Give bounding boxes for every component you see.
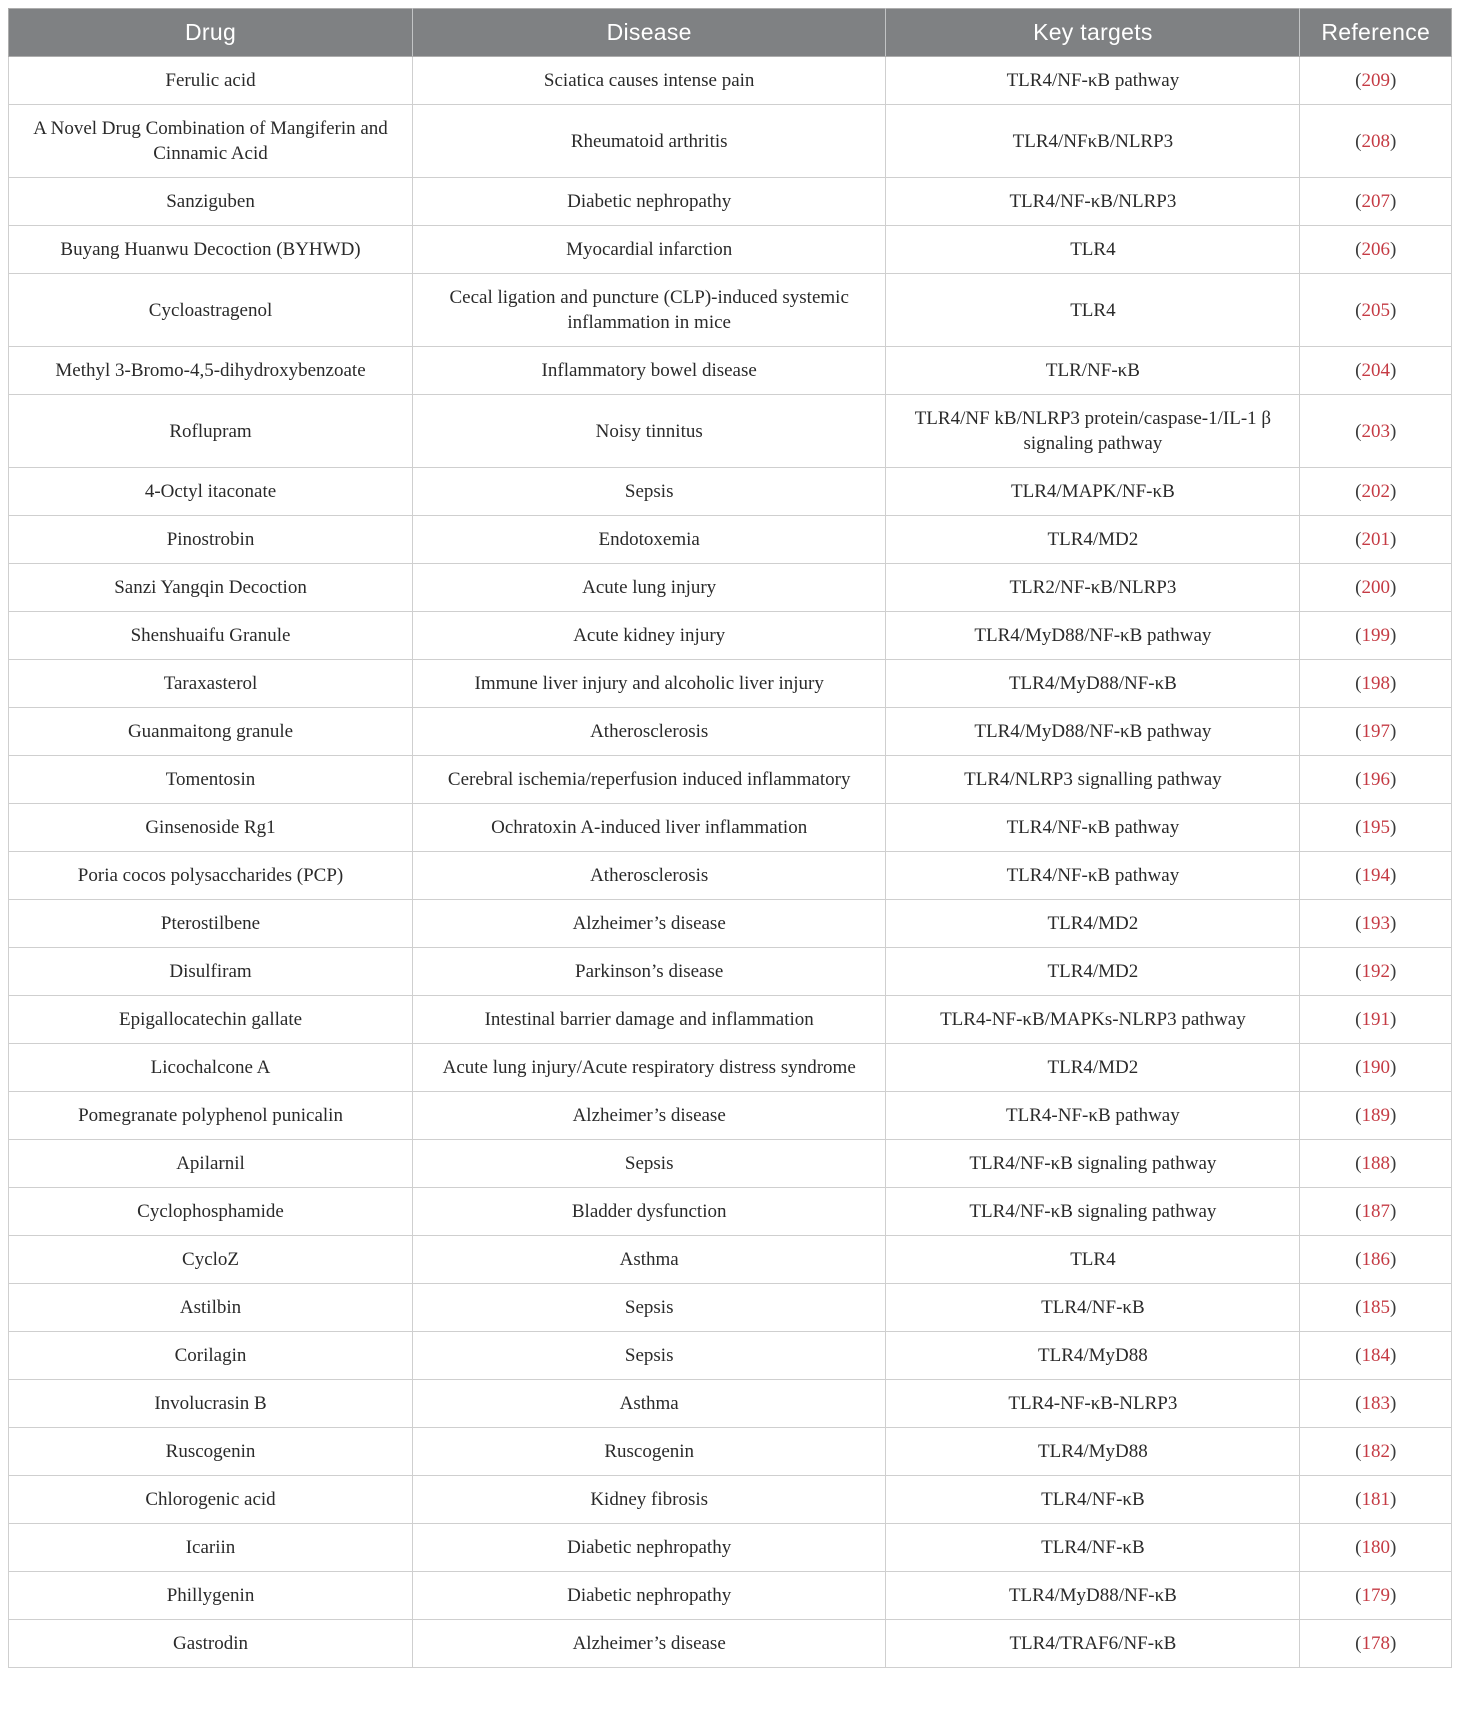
reference-cell — [1300, 1236, 1452, 1284]
reference-link[interactable]: 208 — [1361, 130, 1390, 152]
table-row — [9, 347, 1452, 395]
paren-open: ( — [1355, 299, 1362, 321]
drug-cell: Licochalcone A — [9, 1044, 413, 1092]
column-header-reference: Reference — [1300, 9, 1452, 57]
column-header-disease: Disease — [413, 9, 886, 57]
paren-close: ) — [1389, 1537, 1397, 1558]
table-row — [9, 395, 1452, 468]
paren-open: ( — [1355, 1393, 1362, 1414]
paren-open: ( — [1355, 1585, 1362, 1606]
disease-cell: Ruscogenin — [413, 1428, 886, 1476]
key-targets-cell: TLR4/NF-κB pathway — [886, 804, 1300, 852]
key-targets-cell: TLR4-NF-κB/MAPKs-NLRP3 pathway — [886, 996, 1300, 1044]
paren-open: ( — [1355, 865, 1362, 886]
reference-cell — [1300, 1332, 1452, 1380]
drug-cell: Ferulic acid — [9, 57, 413, 105]
disease-cell: Immune liver injury and alcoholic liver injury — [413, 660, 886, 708]
reference-cell — [1300, 395, 1452, 468]
disease-cell: Endotoxemia — [413, 516, 886, 564]
table-row — [9, 1092, 1452, 1140]
paren-open: ( — [1355, 1297, 1362, 1318]
drug-cell: Guanmaitong granule — [9, 708, 413, 756]
paren-close: ) — [1389, 913, 1397, 934]
table-row — [9, 1620, 1452, 1668]
disease-cell: Sepsis — [413, 1284, 886, 1332]
drug-cell: Roflupram — [9, 395, 413, 468]
paren-close: ) — [1389, 1249, 1397, 1270]
disease-cell: Atherosclerosis — [413, 708, 886, 756]
reference-link[interactable]: 186 — [1361, 1249, 1390, 1270]
reference-link[interactable]: 206 — [1361, 239, 1390, 260]
key-targets-cell: TLR4/NF-κB pathway — [886, 57, 1300, 105]
table-row — [9, 564, 1452, 612]
paren-close: ) — [1389, 420, 1397, 442]
key-targets-cell: TLR4/MyD88/NF-κB — [886, 1572, 1300, 1620]
paren-open: ( — [1355, 1441, 1362, 1462]
key-targets-cell: TLR4/MD2 — [886, 1044, 1300, 1092]
disease-cell: Diabetic nephropathy — [413, 1524, 886, 1572]
reference-cell — [1300, 1140, 1452, 1188]
reference-cell — [1300, 226, 1452, 274]
key-targets-cell: TLR4/NF-κB — [886, 1524, 1300, 1572]
paren-open: ( — [1355, 577, 1362, 598]
paren-open: ( — [1355, 1489, 1362, 1510]
paren-open: ( — [1355, 360, 1362, 381]
key-targets-cell: TLR4/MyD88/NF-κB pathway — [886, 612, 1300, 660]
drug-cell: Astilbin — [9, 1284, 413, 1332]
reference-link[interactable]: 193 — [1361, 913, 1390, 934]
reference-cell — [1300, 516, 1452, 564]
reference-cell — [1300, 1620, 1452, 1668]
disease-cell: Bladder dysfunction — [413, 1188, 886, 1236]
drug-cell: Cycloastragenol — [9, 274, 413, 347]
reference-link[interactable]: 194 — [1361, 865, 1390, 886]
table-row — [9, 516, 1452, 564]
paren-close: ) — [1389, 1009, 1397, 1030]
paren-close: ) — [1389, 817, 1397, 838]
reference-link[interactable]: 178 — [1361, 1633, 1390, 1654]
disease-cell: Diabetic nephropathy — [413, 178, 886, 226]
reference-cell — [1300, 1284, 1452, 1332]
disease-cell: Alzheimer’s disease — [413, 900, 886, 948]
key-targets-cell: TLR/NF-κB — [886, 347, 1300, 395]
drug-disease-targets-table — [8, 8, 1452, 1668]
reference-cell — [1300, 1380, 1452, 1428]
reference-cell — [1300, 612, 1452, 660]
reference-link[interactable]: 198 — [1361, 673, 1390, 694]
reference-link[interactable]: 183 — [1361, 1393, 1390, 1414]
reference-link[interactable]: 188 — [1361, 1153, 1390, 1174]
paren-close: ) — [1389, 1201, 1397, 1222]
drug-cell: Sanziguben — [9, 178, 413, 226]
key-targets-cell: TLR4/MD2 — [886, 516, 1300, 564]
key-targets-cell: TLR4-NF-κB-NLRP3 — [886, 1380, 1300, 1428]
disease-cell: Rheumatoid arthritis — [413, 105, 886, 178]
drug-cell: Ruscogenin — [9, 1428, 413, 1476]
reference-cell — [1300, 468, 1452, 516]
paren-open: ( — [1355, 817, 1362, 838]
reference-link[interactable]: 190 — [1361, 1057, 1390, 1078]
drug-cell: Buyang Huanwu Decoction (BYHWD) — [9, 226, 413, 274]
reference-cell — [1300, 996, 1452, 1044]
paren-close: ) — [1389, 961, 1397, 982]
paren-open: ( — [1355, 1633, 1362, 1654]
key-targets-cell: TLR4/NF-κB signaling pathway — [886, 1140, 1300, 1188]
drug-cell: CycloZ — [9, 1236, 413, 1284]
drug-cell: A Novel Drug Combination of Mangiferin and Cinnamic Acid — [9, 105, 413, 178]
paren-open: ( — [1355, 481, 1362, 502]
table-row — [9, 900, 1452, 948]
reference-link[interactable]: 199 — [1361, 625, 1390, 646]
paren-open: ( — [1355, 721, 1362, 742]
paren-close: ) — [1389, 1345, 1397, 1366]
paren-open: ( — [1355, 961, 1362, 982]
table-row — [9, 660, 1452, 708]
reference-link[interactable]: 182 — [1361, 1441, 1390, 1462]
key-targets-cell: TLR4/NF kB/NLRP3 protein/caspase-1/IL-1 β signaling pathway — [886, 395, 1300, 468]
paren-close: ) — [1389, 1489, 1397, 1510]
table-row — [9, 468, 1452, 516]
reference-cell — [1300, 804, 1452, 852]
paren-open: ( — [1355, 70, 1362, 91]
key-targets-cell: TLR4/NF-κB pathway — [886, 852, 1300, 900]
key-targets-cell: TLR4/MyD88 — [886, 1332, 1300, 1380]
paren-close: ) — [1389, 625, 1397, 646]
paren-open: ( — [1355, 529, 1362, 550]
key-targets-cell: TLR4/NFκB/NLRP3 — [886, 105, 1300, 178]
drug-cell: Sanzi Yangqin Decoction — [9, 564, 413, 612]
reference-link[interactable]: 197 — [1361, 721, 1390, 742]
disease-cell: Inflammatory bowel disease — [413, 347, 886, 395]
paren-open: ( — [1355, 191, 1362, 212]
column-header-drug: Drug — [9, 9, 413, 57]
key-targets-cell: TLR4/NF-κB — [886, 1284, 1300, 1332]
drug-cell: Phillygenin — [9, 1572, 413, 1620]
disease-cell: Acute lung injury — [413, 564, 886, 612]
paren-close: ) — [1389, 1585, 1397, 1606]
key-targets-cell: TLR2/NF-κB/NLRP3 — [886, 564, 1300, 612]
paren-open: ( — [1355, 239, 1362, 260]
drug-cell: 4-Octyl itaconate — [9, 468, 413, 516]
table-row — [9, 57, 1452, 105]
reference-cell — [1300, 1524, 1452, 1572]
key-targets-cell: TLR4/MyD88/NF-κB pathway — [886, 708, 1300, 756]
key-targets-cell: TLR4 — [886, 1236, 1300, 1284]
reference-link[interactable]: 179 — [1361, 1585, 1390, 1606]
reference-link[interactable]: 203 — [1361, 420, 1390, 442]
drug-cell: Pomegranate polyphenol punicalin — [9, 1092, 413, 1140]
paren-close: ) — [1389, 865, 1397, 886]
table-row — [9, 852, 1452, 900]
drug-cell: Cyclophosphamide — [9, 1188, 413, 1236]
paren-close: ) — [1389, 1153, 1397, 1174]
paren-close: ) — [1389, 360, 1397, 381]
key-targets-cell: TLR4/MD2 — [886, 948, 1300, 996]
paren-close: ) — [1389, 1393, 1397, 1414]
reference-cell — [1300, 1044, 1452, 1092]
key-targets-cell: TLR4/MAPK/NF-κB — [886, 468, 1300, 516]
disease-cell: Sepsis — [413, 1140, 886, 1188]
reference-link[interactable]: 184 — [1361, 1345, 1390, 1366]
column-header-key-targets: Key targets — [886, 9, 1300, 57]
reference-cell — [1300, 900, 1452, 948]
paren-open: ( — [1355, 673, 1362, 694]
key-targets-cell: TLR4 — [886, 274, 1300, 347]
drug-cell: Taraxasterol — [9, 660, 413, 708]
paren-open: ( — [1355, 1249, 1362, 1270]
disease-cell: Atherosclerosis — [413, 852, 886, 900]
reference-link[interactable]: 181 — [1361, 1489, 1390, 1510]
key-targets-cell: TLR4/NLRP3 signalling pathway — [886, 756, 1300, 804]
reference-cell — [1300, 1428, 1452, 1476]
paren-close: ) — [1389, 1297, 1397, 1318]
disease-cell: Ochratoxin A-induced liver inflammation — [413, 804, 886, 852]
drug-cell: Ginsenoside Rg1 — [9, 804, 413, 852]
reference-link[interactable]: 205 — [1361, 299, 1390, 321]
reference-link[interactable]: 200 — [1361, 577, 1390, 598]
paren-close: ) — [1389, 191, 1397, 212]
reference-cell — [1300, 274, 1452, 347]
reference-cell — [1300, 1572, 1452, 1620]
reference-link[interactable]: 185 — [1361, 1297, 1390, 1318]
table-row — [9, 1428, 1452, 1476]
reference-cell — [1300, 852, 1452, 900]
key-targets-cell: TLR4 — [886, 226, 1300, 274]
drug-cell: Poria cocos polysaccharides (PCP) — [9, 852, 413, 900]
reference-link[interactable]: 196 — [1361, 769, 1390, 790]
disease-cell: Sciatica causes intense pain — [413, 57, 886, 105]
key-targets-cell: TLR4/NF-κB signaling pathway — [886, 1188, 1300, 1236]
disease-cell: Myocardial infarction — [413, 226, 886, 274]
drug-cell: Apilarnil — [9, 1140, 413, 1188]
reference-link[interactable]: 202 — [1361, 481, 1390, 502]
reference-cell — [1300, 1188, 1452, 1236]
drug-cell: Methyl 3-Bromo-4,5-dihydroxybenzoate — [9, 347, 413, 395]
key-targets-cell: TLR4/TRAF6/NF-κB — [886, 1620, 1300, 1668]
table-row — [9, 1188, 1452, 1236]
reference-cell — [1300, 57, 1452, 105]
reference-cell — [1300, 178, 1452, 226]
paren-close: ) — [1389, 70, 1397, 91]
paren-close: ) — [1389, 239, 1397, 260]
table-row — [9, 1284, 1452, 1332]
drug-cell: Involucrasin B — [9, 1380, 413, 1428]
disease-cell: Acute kidney injury — [413, 612, 886, 660]
reference-link[interactable]: 209 — [1361, 70, 1390, 91]
disease-cell: Asthma — [413, 1236, 886, 1284]
paren-open: ( — [1355, 625, 1362, 646]
table-row — [9, 996, 1452, 1044]
key-targets-cell: TLR4/MyD88/NF-κB — [886, 660, 1300, 708]
paren-open: ( — [1355, 1153, 1362, 1174]
table-row — [9, 1476, 1452, 1524]
paren-close: ) — [1389, 1441, 1397, 1462]
reference-link[interactable]: 207 — [1361, 191, 1390, 212]
drug-cell: Corilagin — [9, 1332, 413, 1380]
paren-close: ) — [1389, 1057, 1397, 1078]
table-row — [9, 1572, 1452, 1620]
header-row — [9, 9, 1452, 57]
table-row — [9, 1044, 1452, 1092]
reference-link[interactable]: 192 — [1361, 961, 1390, 982]
paren-close: ) — [1389, 130, 1397, 152]
reference-cell — [1300, 564, 1452, 612]
paren-close: ) — [1389, 529, 1397, 550]
reference-cell — [1300, 1092, 1452, 1140]
reference-link[interactable]: 187 — [1361, 1201, 1390, 1222]
table-row — [9, 1524, 1452, 1572]
reference-link[interactable]: 201 — [1361, 529, 1390, 550]
reference-cell — [1300, 708, 1452, 756]
disease-cell: Acute lung injury/Acute respiratory distress syndrome — [413, 1044, 886, 1092]
reference-cell — [1300, 105, 1452, 178]
disease-cell: Alzheimer’s disease — [413, 1620, 886, 1668]
table-row — [9, 1380, 1452, 1428]
paren-open: ( — [1355, 130, 1362, 152]
table-row — [9, 1140, 1452, 1188]
table-body — [9, 57, 1452, 1668]
reference-cell — [1300, 347, 1452, 395]
table-row — [9, 804, 1452, 852]
paren-open: ( — [1355, 420, 1362, 442]
table-row — [9, 178, 1452, 226]
key-targets-cell: TLR4/MyD88 — [886, 1428, 1300, 1476]
drug-cell: Disulfiram — [9, 948, 413, 996]
paren-close: ) — [1389, 673, 1397, 694]
disease-cell: Cecal ligation and puncture (CLP)-induced systemic inflammation in mice — [413, 274, 886, 347]
disease-cell: Sepsis — [413, 1332, 886, 1380]
paren-open: ( — [1355, 1105, 1362, 1126]
table-row — [9, 274, 1452, 347]
drug-cell: Pinostrobin — [9, 516, 413, 564]
reference-cell — [1300, 756, 1452, 804]
paren-close: ) — [1389, 577, 1397, 598]
table-row — [9, 1332, 1452, 1380]
table-row — [9, 948, 1452, 996]
paren-open: ( — [1355, 769, 1362, 790]
reference-cell — [1300, 948, 1452, 996]
key-targets-cell: TLR4/NF-κB/NLRP3 — [886, 178, 1300, 226]
disease-cell: Alzheimer’s disease — [413, 1092, 886, 1140]
paren-open: ( — [1355, 1009, 1362, 1030]
reference-link[interactable]: 195 — [1361, 817, 1390, 838]
disease-cell: Cerebral ischemia/reperfusion induced inflammatory — [413, 756, 886, 804]
reference-cell — [1300, 1476, 1452, 1524]
disease-cell: Asthma — [413, 1380, 886, 1428]
disease-cell: Diabetic nephropathy — [413, 1572, 886, 1620]
drug-cell: Gastrodin — [9, 1620, 413, 1668]
key-targets-cell: TLR4/NF-κB — [886, 1476, 1300, 1524]
drug-cell: Epigallocatechin gallate — [9, 996, 413, 1044]
disease-cell: Kidney fibrosis — [413, 1476, 886, 1524]
reference-cell — [1300, 660, 1452, 708]
reference-link[interactable]: 180 — [1361, 1537, 1390, 1558]
paren-close: ) — [1389, 299, 1397, 321]
reference-link[interactable]: 191 — [1361, 1009, 1390, 1030]
disease-cell: Intestinal barrier damage and inflammation — [413, 996, 886, 1044]
key-targets-cell: TLR4-NF-κB pathway — [886, 1092, 1300, 1140]
disease-cell: Noisy tinnitus — [413, 395, 886, 468]
reference-link[interactable]: 189 — [1361, 1105, 1390, 1126]
key-targets-cell: TLR4/MD2 — [886, 900, 1300, 948]
paren-open: ( — [1355, 913, 1362, 934]
paren-open: ( — [1355, 1057, 1362, 1078]
table-row — [9, 612, 1452, 660]
drug-cell: Tomentosin — [9, 756, 413, 804]
paren-open: ( — [1355, 1345, 1362, 1366]
disease-cell: Sepsis — [413, 468, 886, 516]
paren-open: ( — [1355, 1537, 1362, 1558]
reference-link[interactable]: 204 — [1361, 360, 1390, 381]
table-row — [9, 105, 1452, 178]
drug-cell: Icariin — [9, 1524, 413, 1572]
table-row — [9, 756, 1452, 804]
paren-close: ) — [1389, 721, 1397, 742]
paren-close: ) — [1389, 481, 1397, 502]
drug-cell: Chlorogenic acid — [9, 1476, 413, 1524]
paren-close: ) — [1389, 1105, 1397, 1126]
table-row — [9, 708, 1452, 756]
drug-cell: Shenshuaifu Granule — [9, 612, 413, 660]
paren-open: ( — [1355, 1201, 1362, 1222]
drug-cell: Pterostilbene — [9, 900, 413, 948]
paren-close: ) — [1389, 769, 1397, 790]
table-row — [9, 226, 1452, 274]
paren-close: ) — [1389, 1633, 1397, 1654]
table-row — [9, 1236, 1452, 1284]
disease-cell: Parkinson’s disease — [413, 948, 886, 996]
